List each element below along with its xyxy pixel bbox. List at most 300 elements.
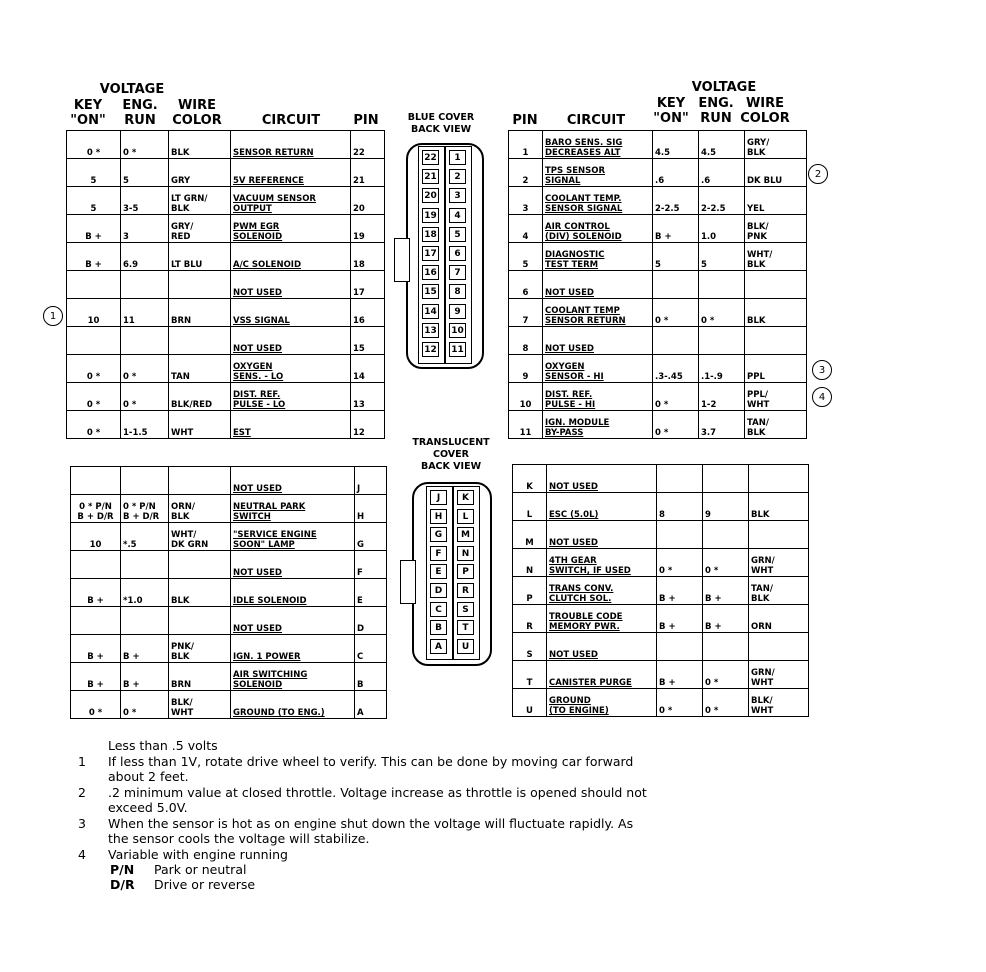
pin-cell: P xyxy=(513,577,547,605)
connector-pin: 19 xyxy=(422,208,439,223)
circuit-cell: NOT USED xyxy=(543,271,653,299)
key-on-cell: 0 * xyxy=(67,383,121,411)
table-row xyxy=(509,383,807,411)
left-eng-run-header: ENG. RUN xyxy=(122,98,158,128)
footnote-text: Variable with engine running xyxy=(108,846,288,862)
pin-cell: N xyxy=(513,549,547,577)
left-voltage-header: VOLTAGE xyxy=(99,82,165,97)
key-on-cell: .3-.45 xyxy=(653,355,699,383)
wire-color-cell: PNK/ BLK xyxy=(169,635,231,663)
blue-connector-title: BLUE COVER BACK VIEW xyxy=(407,112,475,135)
wire-color-cell: WHT xyxy=(169,411,231,439)
circuit-cell: ESC (5.0L) xyxy=(547,493,657,521)
circuit-cell: NOT USED xyxy=(547,521,657,549)
pin-cell: 2 xyxy=(509,159,543,187)
table-row xyxy=(509,215,807,243)
wire-color-cell: BLK/RED xyxy=(169,383,231,411)
key-on-cell xyxy=(67,271,121,299)
table-row xyxy=(67,159,385,187)
circuit-cell: CANISTER PURGE xyxy=(547,661,657,689)
pin-cell: A xyxy=(355,691,387,719)
pin-cell: T xyxy=(513,661,547,689)
eng-run-cell: 0 * xyxy=(699,299,745,327)
key-on-cell: 5 xyxy=(67,187,121,215)
table-row xyxy=(513,549,809,577)
eng-run-cell: 3 xyxy=(121,215,169,243)
key-on-cell: B + xyxy=(657,577,703,605)
table-row xyxy=(71,551,387,579)
wire-color-cell: YEL xyxy=(745,187,807,215)
connector-pin: U xyxy=(457,639,474,654)
table-row xyxy=(71,467,387,495)
eng-run-cell xyxy=(703,633,749,661)
table-row xyxy=(513,493,809,521)
key-on-cell: .6 xyxy=(653,159,699,187)
wire-color-cell: GRY/ BLK xyxy=(745,131,807,159)
circuit-cell: VSS SIGNAL xyxy=(231,299,351,327)
right-voltage-header: VOLTAGE xyxy=(691,80,757,95)
eng-run-cell: *1.0 xyxy=(121,579,169,607)
connector-pin: S xyxy=(457,602,474,617)
connector-pin: 16 xyxy=(422,265,439,280)
callout-3: 3 xyxy=(812,360,832,380)
wire-color-cell: BLK xyxy=(169,131,231,159)
eng-run-cell: 0 * xyxy=(121,131,169,159)
wire-color-cell xyxy=(169,607,231,635)
legend-text: Drive or reverse xyxy=(154,877,256,892)
wire-color-cell xyxy=(169,271,231,299)
connector-pin: P xyxy=(457,564,474,579)
left-pin-header: PIN xyxy=(353,113,379,128)
eng-run-cell xyxy=(703,465,749,493)
key-on-cell xyxy=(71,467,121,495)
eng-run-cell: B + xyxy=(121,635,169,663)
wire-color-cell: GRY/ RED xyxy=(169,215,231,243)
key-on-cell: B + xyxy=(71,635,121,663)
connector-pin: B xyxy=(430,620,447,635)
pin-cell: L xyxy=(513,493,547,521)
connector-pin: N xyxy=(457,546,474,561)
circuit-cell: IGN. MODULE BY-PASS xyxy=(543,411,653,439)
footnote-star xyxy=(78,738,647,754)
circuit-cell: A/C SOLENOID xyxy=(231,243,351,271)
pin-cell: 6 xyxy=(509,271,543,299)
wire-color-cell: PPL/ WHT xyxy=(745,383,807,411)
circuit-cell: EST xyxy=(231,411,351,439)
key-on-cell: 4.5 xyxy=(653,131,699,159)
table-row xyxy=(71,523,387,551)
wire-color-cell: GRN/ WHT xyxy=(749,549,809,577)
pin-cell: 8 xyxy=(509,327,543,355)
table-row xyxy=(71,691,387,719)
circuit-cell: NOT USED xyxy=(231,327,351,355)
footnote-text: When the sensor is hot as on engine shut down the voltage will fluctuate rapidly. As the sensor cools the voltage will stabilize. xyxy=(108,815,634,846)
key-on-cell: B + xyxy=(71,663,121,691)
wire-color-cell xyxy=(169,467,231,495)
wire-color-cell: TAN/ BLK xyxy=(745,411,807,439)
footnote-4 xyxy=(78,847,647,863)
footnote-number: 3 xyxy=(78,815,86,831)
circuit-cell: NOT USED xyxy=(547,465,657,493)
connector-pin: 10 xyxy=(449,323,466,338)
pin-cell: D xyxy=(355,607,387,635)
circuit-cell: 5V REFERENCE xyxy=(231,159,351,187)
key-on-cell xyxy=(67,327,121,355)
left-circuit-header: CIRCUIT xyxy=(261,113,321,128)
eng-run-cell: 0 * xyxy=(703,689,749,717)
wire-color-cell: GRY xyxy=(169,159,231,187)
pin-cell: 12 xyxy=(351,411,385,439)
key-on-cell: 0 * xyxy=(657,689,703,717)
eng-run-cell: 9 xyxy=(703,493,749,521)
circuit-cell: NOT USED xyxy=(231,551,355,579)
eng-run-cell: 6.9 xyxy=(121,243,169,271)
key-on-cell xyxy=(657,633,703,661)
circuit-cell: GROUND (TO ENGINE) xyxy=(547,689,657,717)
wire-color-cell: WHT/ DK GRN xyxy=(169,523,231,551)
wire-color-cell: ORN xyxy=(749,605,809,633)
pin-cell: 17 xyxy=(351,271,385,299)
eng-run-cell xyxy=(121,551,169,579)
circuit-cell: DIST. REF. PULSE - LO xyxy=(231,383,351,411)
eng-run-cell xyxy=(121,607,169,635)
eng-run-cell xyxy=(121,271,169,299)
table-row xyxy=(67,187,385,215)
eng-run-cell: 4.5 xyxy=(699,131,745,159)
footnote-2 xyxy=(78,785,647,816)
pin-cell: G xyxy=(355,523,387,551)
wire-color-cell: WHT/ BLK xyxy=(745,243,807,271)
table-row xyxy=(509,327,807,355)
eng-run-cell: B + xyxy=(703,605,749,633)
wire-color-cell: BLK xyxy=(749,493,809,521)
footnotes xyxy=(78,738,647,892)
wire-color-cell xyxy=(749,465,809,493)
connector-pin: R xyxy=(457,583,474,598)
table-row xyxy=(71,663,387,691)
key-on-cell: B + xyxy=(67,243,121,271)
eng-run-cell: 1-2 xyxy=(699,383,745,411)
table-row xyxy=(513,521,809,549)
wire-color-cell xyxy=(169,551,231,579)
circuit-cell: "SERVICE ENGINE SOON" LAMP xyxy=(231,523,355,551)
connector-pin: 9 xyxy=(449,304,466,319)
legend-park-neutral xyxy=(110,862,647,877)
key-on-cell: 0 * xyxy=(653,411,699,439)
circuit-cell: NEUTRAL PARK SWITCH xyxy=(231,495,355,523)
connector-pin: M xyxy=(457,527,474,542)
wire-color-cell: BLK/ PNK xyxy=(745,215,807,243)
key-on-cell: B + xyxy=(71,579,121,607)
connector-pin: 18 xyxy=(422,227,439,242)
table-row xyxy=(509,411,807,439)
circuit-cell: IGN. 1 POWER xyxy=(231,635,355,663)
pin-cell: B xyxy=(355,663,387,691)
translucent-connector-title: TRANSLUCENT COVER BACK VIEW xyxy=(412,437,490,472)
key-on-cell xyxy=(653,327,699,355)
connector-pin: 15 xyxy=(422,284,439,299)
wire-color-cell: ORN/ BLK xyxy=(169,495,231,523)
table-row xyxy=(67,271,385,299)
connector-pin: 12 xyxy=(422,342,439,357)
circuit-cell: TPS SENSOR SIGNAL xyxy=(543,159,653,187)
pin-cell: E xyxy=(355,579,387,607)
circuit-cell: DIAGNOSTIC TEST TERM xyxy=(543,243,653,271)
wire-color-cell: BLK xyxy=(169,579,231,607)
connector-pin: 14 xyxy=(422,304,439,319)
footnote-1 xyxy=(78,754,647,785)
footnote-number: 4 xyxy=(78,846,86,862)
pin-cell: M xyxy=(513,521,547,549)
table-row xyxy=(509,243,807,271)
wire-color-cell xyxy=(749,521,809,549)
footnote-text: .2 minimum value at closed throttle. Voltage increase as throttle is opened should not exceed 5.0V. xyxy=(108,784,647,815)
table-row xyxy=(71,635,387,663)
pin-cell: 18 xyxy=(351,243,385,271)
key-on-cell: 2-2.5 xyxy=(653,187,699,215)
connector-pin: D xyxy=(430,583,447,598)
circuit-cell: AIR CONTROL (DIV) SOLENOID xyxy=(543,215,653,243)
callout-1: 1 xyxy=(43,306,63,326)
connector-pin: F xyxy=(430,546,447,561)
key-on-cell: 10 xyxy=(67,299,121,327)
pin-cell: 13 xyxy=(351,383,385,411)
connector-pin: C xyxy=(430,602,447,617)
callout-4: 4 xyxy=(812,387,832,407)
eng-run-cell: 11 xyxy=(121,299,169,327)
eng-run-cell xyxy=(699,271,745,299)
eng-run-cell: 1-1.5 xyxy=(121,411,169,439)
pin-cell: 3 xyxy=(509,187,543,215)
left-bottom-pin-table xyxy=(70,466,387,719)
table-row xyxy=(513,577,809,605)
key-on-cell: 0 * xyxy=(67,411,121,439)
key-on-cell: B + xyxy=(657,661,703,689)
eng-run-cell: 0 * xyxy=(703,661,749,689)
table-row xyxy=(67,355,385,383)
eng-run-cell xyxy=(699,327,745,355)
wire-color-cell: BLK/ WHT xyxy=(749,689,809,717)
footnote-number: 2 xyxy=(78,784,86,800)
connector-pin: 3 xyxy=(449,188,466,203)
key-on-cell: 0 * xyxy=(71,691,121,719)
eng-run-cell: 0 * xyxy=(121,383,169,411)
circuit-cell: PWM EGR SOLENOID xyxy=(231,215,351,243)
pin-cell: 16 xyxy=(351,299,385,327)
table-row xyxy=(509,187,807,215)
pin-cell: J xyxy=(355,467,387,495)
pin-cell: 21 xyxy=(351,159,385,187)
pin-cell: 11 xyxy=(509,411,543,439)
key-on-cell: B + xyxy=(657,605,703,633)
table-row xyxy=(71,495,387,523)
table-row xyxy=(67,327,385,355)
pin-cell: F xyxy=(355,551,387,579)
pin-cell: 4 xyxy=(509,215,543,243)
circuit-cell: OXYGEN SENS. - LO xyxy=(231,355,351,383)
key-on-cell: 8 xyxy=(657,493,703,521)
key-on-cell: 0 * xyxy=(67,355,121,383)
connector-pin: 5 xyxy=(449,227,466,242)
circuit-cell: NOT USED xyxy=(231,607,355,635)
wire-color-cell: BLK xyxy=(745,299,807,327)
eng-run-cell: 0 * xyxy=(703,549,749,577)
circuit-cell: COOLANT TEMP. SENSOR SIGNAL xyxy=(543,187,653,215)
wire-color-cell: PPL xyxy=(745,355,807,383)
pin-cell: C xyxy=(355,635,387,663)
table-row xyxy=(509,159,807,187)
circuit-cell: NOT USED xyxy=(547,633,657,661)
pin-cell: U xyxy=(513,689,547,717)
left-wire-color-header: WIRE COLOR xyxy=(172,98,222,128)
wire-color-cell: BLK/ WHT xyxy=(169,691,231,719)
eng-run-cell: .6 xyxy=(699,159,745,187)
eng-run-cell xyxy=(121,327,169,355)
right-top-pin-table xyxy=(508,130,807,439)
connector-pin: 4 xyxy=(449,208,466,223)
circuit-cell: NOT USED xyxy=(231,271,351,299)
wire-color-cell: BRN xyxy=(169,299,231,327)
right-key-on-header: KEY "ON" xyxy=(653,96,689,126)
wire-color-cell: DK BLU xyxy=(745,159,807,187)
pin-cell: 5 xyxy=(509,243,543,271)
connector-pin: 8 xyxy=(449,284,466,299)
pin-cell: R xyxy=(513,605,547,633)
wire-color-cell: BRN xyxy=(169,663,231,691)
connector-pin: 17 xyxy=(422,246,439,261)
wire-color-cell xyxy=(745,271,807,299)
key-on-cell: 10 xyxy=(71,523,121,551)
pin-cell: 14 xyxy=(351,355,385,383)
eng-run-cell: B + xyxy=(703,577,749,605)
eng-run-cell: 5 xyxy=(699,243,745,271)
table-row xyxy=(509,355,807,383)
table-row xyxy=(513,661,809,689)
connector-pin: E xyxy=(430,564,447,579)
pin-cell: K xyxy=(513,465,547,493)
wire-color-cell: LT BLU xyxy=(169,243,231,271)
eng-run-cell xyxy=(121,467,169,495)
left-top-pin-table xyxy=(66,130,385,439)
right-wire-color-header: WIRE COLOR xyxy=(740,96,790,126)
connector-pin: 1 xyxy=(449,150,466,165)
connector-pin: A xyxy=(430,639,447,654)
connector-pin: L xyxy=(457,509,474,524)
key-on-cell: 5 xyxy=(653,243,699,271)
eng-run-cell: 1.0 xyxy=(699,215,745,243)
connector-pin: 21 xyxy=(422,169,439,184)
pin-cell: 22 xyxy=(351,131,385,159)
eng-run-cell: 2-2.5 xyxy=(699,187,745,215)
table-row xyxy=(513,633,809,661)
key-on-cell: B + xyxy=(67,215,121,243)
table-row xyxy=(67,411,385,439)
table-row xyxy=(67,131,385,159)
table-row xyxy=(67,243,385,271)
table-row xyxy=(513,605,809,633)
right-eng-run-header: ENG. RUN xyxy=(698,96,734,126)
table-row xyxy=(509,131,807,159)
key-on-cell xyxy=(71,607,121,635)
eng-run-cell xyxy=(703,521,749,549)
key-on-cell: B + xyxy=(653,215,699,243)
connector-pin: H xyxy=(430,509,447,524)
connector-pin: J xyxy=(430,490,447,505)
footnote-number: 1 xyxy=(78,753,86,769)
key-on-cell xyxy=(657,465,703,493)
eng-run-cell: 0 * xyxy=(121,691,169,719)
right-pin-header: PIN xyxy=(512,113,538,128)
circuit-cell: NOT USED xyxy=(231,467,355,495)
footnote-text: If less than 1V, rotate drive wheel to verify. This can be done by moving car forward about 2 feet. xyxy=(108,753,634,784)
circuit-cell: 4TH GEAR SWITCH, IF USED xyxy=(547,549,657,577)
pin-cell: 20 xyxy=(351,187,385,215)
eng-run-cell: B + xyxy=(121,663,169,691)
eng-run-cell: 5 xyxy=(121,159,169,187)
circuit-cell: COOLANT TEMP SENSOR RETURN xyxy=(543,299,653,327)
key-on-cell: 0 * xyxy=(653,383,699,411)
connector-pin: T xyxy=(457,620,474,635)
circuit-cell: TRANS CONV. CLUTCH SOL. xyxy=(547,577,657,605)
circuit-cell: AIR SWITCHING SOLENOID xyxy=(231,663,355,691)
connector-pin: 22 xyxy=(422,150,439,165)
key-on-cell xyxy=(657,521,703,549)
key-on-cell: 0 * xyxy=(653,299,699,327)
key-on-cell: 5 xyxy=(67,159,121,187)
footnote-3 xyxy=(78,816,647,847)
connector-pin: 6 xyxy=(449,246,466,261)
wire-color-cell xyxy=(745,327,807,355)
circuit-cell: DIST. REF. PULSE - HI xyxy=(543,383,653,411)
wire-color-cell: LT GRN/ BLK xyxy=(169,187,231,215)
wire-color-cell: GRN/ WHT xyxy=(749,661,809,689)
eng-run-cell: .1-.9 xyxy=(699,355,745,383)
legend-abbr: D/R xyxy=(110,877,135,892)
pin-cell: 19 xyxy=(351,215,385,243)
eng-run-cell: 3.7 xyxy=(699,411,745,439)
table-row xyxy=(67,299,385,327)
wire-color-cell xyxy=(749,633,809,661)
pin-cell: 7 xyxy=(509,299,543,327)
wire-color-cell: TAN xyxy=(169,355,231,383)
table-row xyxy=(71,579,387,607)
pin-cell: 1 xyxy=(509,131,543,159)
circuit-cell: SENSOR RETURN xyxy=(231,131,351,159)
connector-pin: 20 xyxy=(422,188,439,203)
eng-run-cell: 0 * P/N B + D/R xyxy=(121,495,169,523)
key-on-cell: 0 * P/N B + D/R xyxy=(71,495,121,523)
table-row xyxy=(71,607,387,635)
connector-pin: 7 xyxy=(449,265,466,280)
connector-pin: 13 xyxy=(422,323,439,338)
pin-cell: S xyxy=(513,633,547,661)
eng-run-cell: 0 * xyxy=(121,355,169,383)
wire-color-cell xyxy=(169,327,231,355)
table-row xyxy=(509,299,807,327)
blue-connector-latch xyxy=(394,238,410,282)
connector-pin: G xyxy=(430,527,447,542)
circuit-cell: TROUBLE CODE MEMORY PWR. xyxy=(547,605,657,633)
table-row xyxy=(67,383,385,411)
table-row xyxy=(513,689,809,717)
pin-cell: 10 xyxy=(509,383,543,411)
wire-color-cell: TAN/ BLK xyxy=(749,577,809,605)
legend-text: Park or neutral xyxy=(154,862,247,877)
footnote-star-text: Less than .5 volts xyxy=(108,738,218,753)
right-bottom-pin-table xyxy=(512,464,809,717)
callout-2: 2 xyxy=(808,164,828,184)
left-key-on-header: KEY "ON" xyxy=(70,98,106,128)
